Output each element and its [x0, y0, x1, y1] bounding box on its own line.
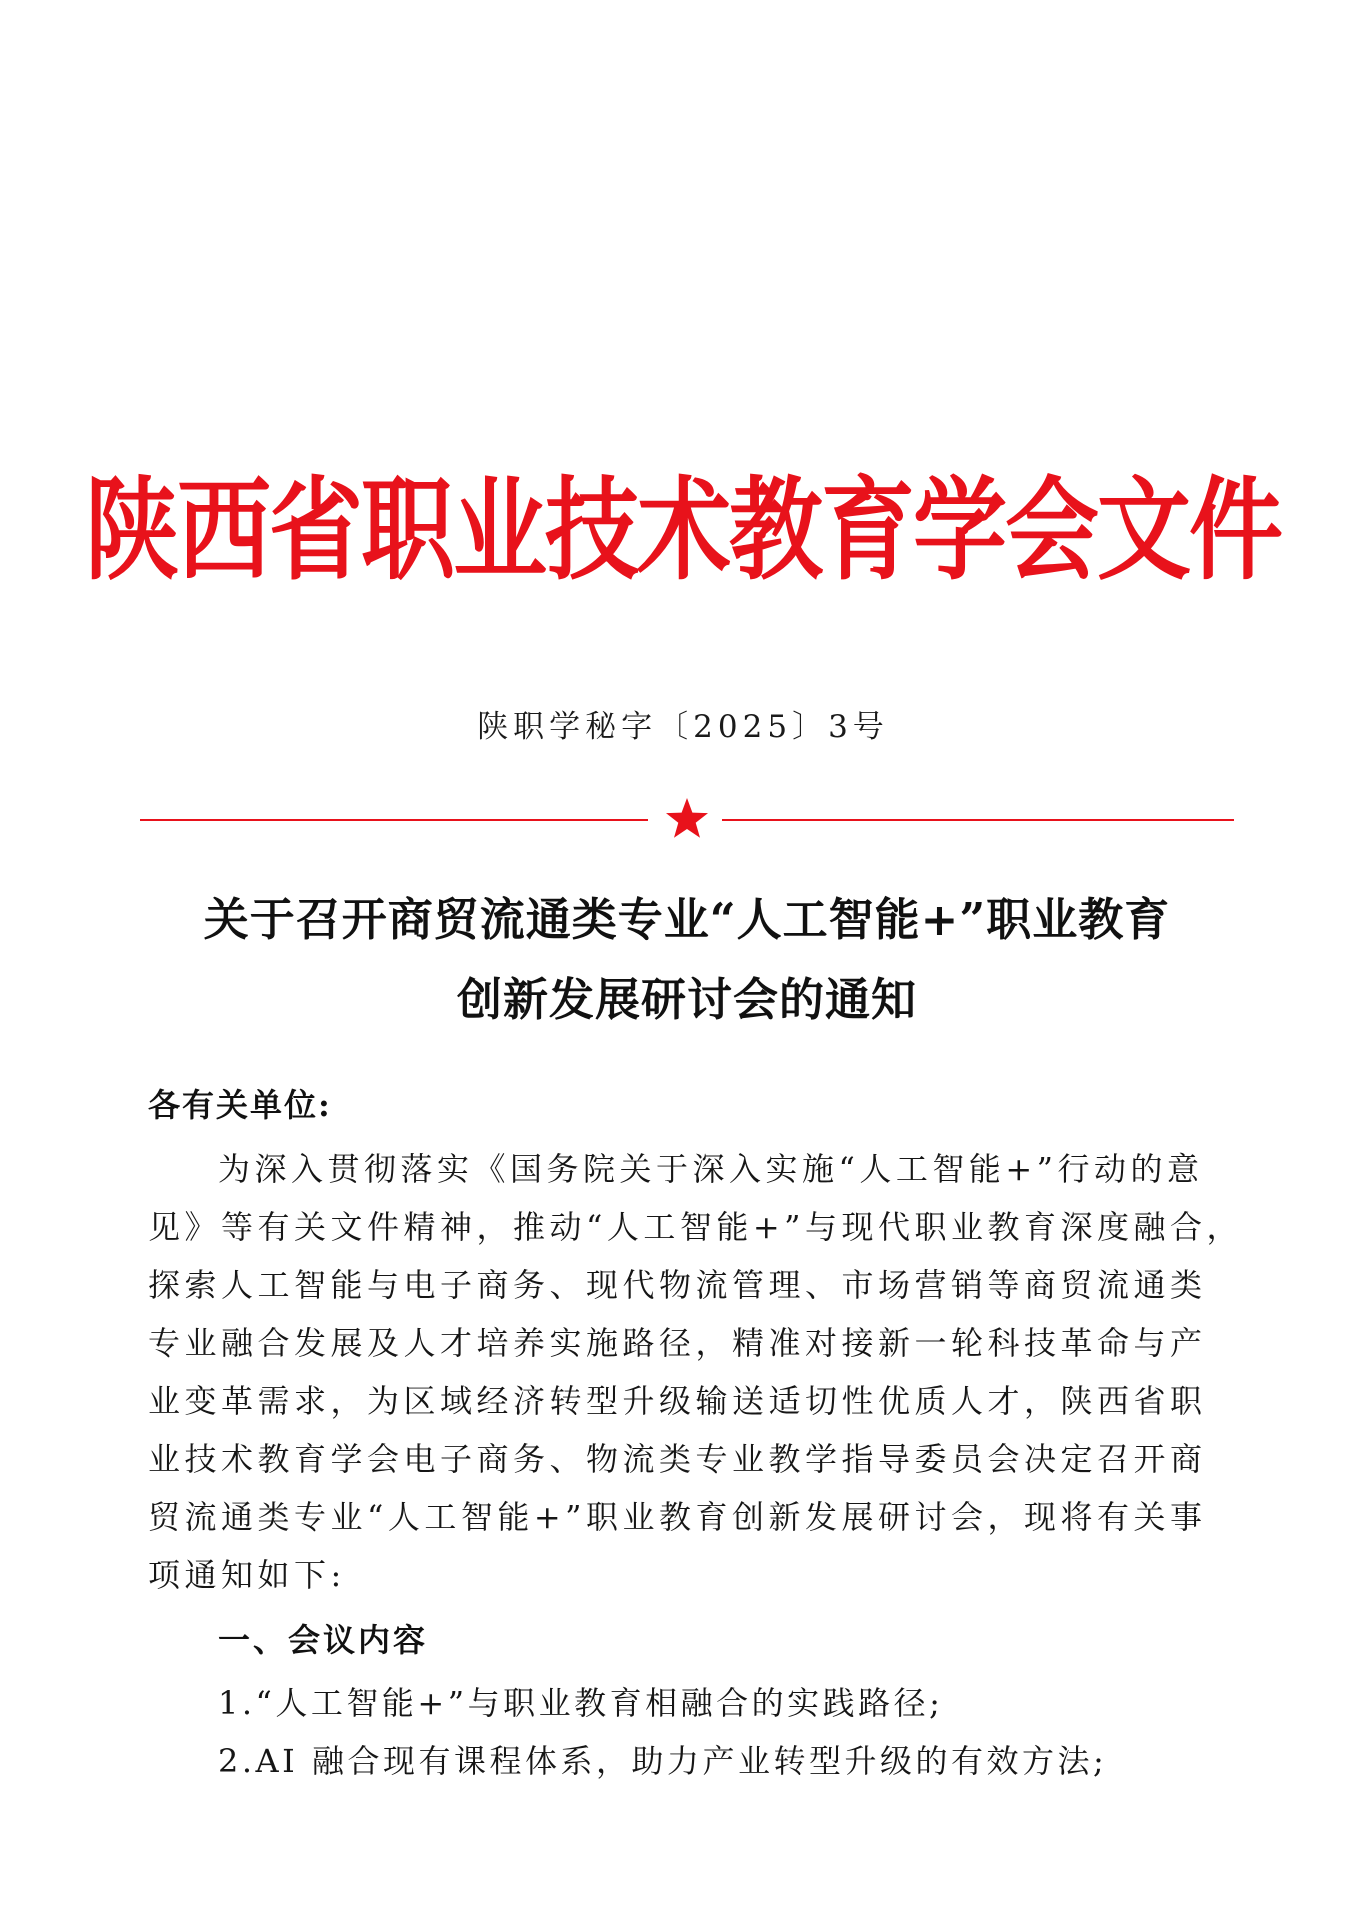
- notice-title-line: 关于召开商贸流通类专业“人工智能+”职业教育: [203, 893, 1171, 946]
- list-item: 1.“人工智能+”与职业教育相融合的实践路径;: [218, 1684, 944, 1722]
- red-divider: [140, 795, 1234, 845]
- section-heading: 一、会议内容: [218, 1621, 429, 1659]
- paragraph-line: 专业融合发展及人才培养实施路径，精准对接新一轮科技革命与产: [148, 1324, 1207, 1362]
- divider-line-right: [722, 819, 1234, 821]
- paragraph-line: 为深入贯彻落实《国务院关于深入实施“人工智能+”行动的意: [218, 1150, 1204, 1188]
- intro-paragraph: [148, 1140, 1244, 1604]
- paragraph-line: 项通知如下:: [148, 1556, 346, 1594]
- salutation: 各有关单位:: [148, 1086, 332, 1124]
- notice-title-line: 创新发展研讨会的通知: [456, 973, 917, 1026]
- star-icon: [664, 795, 710, 841]
- paragraph-line: 见》等有关文件精神，推动“人工智能+”与现代职业教育深度融合，: [148, 1208, 1244, 1246]
- doc-number: 陕职学秘字〔2025〕3号: [477, 709, 889, 745]
- paragraph-line: 业技术教育学会电子商务、物流类专业教学指导委员会决定召开商: [148, 1440, 1207, 1478]
- org-title: 陕西省职业技术教育学会文件: [84, 466, 1281, 596]
- divider-line-left: [140, 819, 648, 821]
- paragraph-line: 贸流通类专业“人工智能+”职业教育创新发展研讨会，现将有关事: [148, 1498, 1207, 1536]
- agenda-list: [218, 1674, 1107, 1790]
- list-item: 2.AI 融合现有课程体系，助力产业转型升级的有效方法;: [218, 1742, 1108, 1780]
- paragraph-line: 探索人工智能与电子商务、现代物流管理、市场营销等商贸流通类: [148, 1266, 1207, 1304]
- paragraph-line: 业变革需求，为区域经济转型升级输送适切性优质人才，陕西省职: [148, 1382, 1207, 1420]
- notice-title: [140, 880, 1234, 1040]
